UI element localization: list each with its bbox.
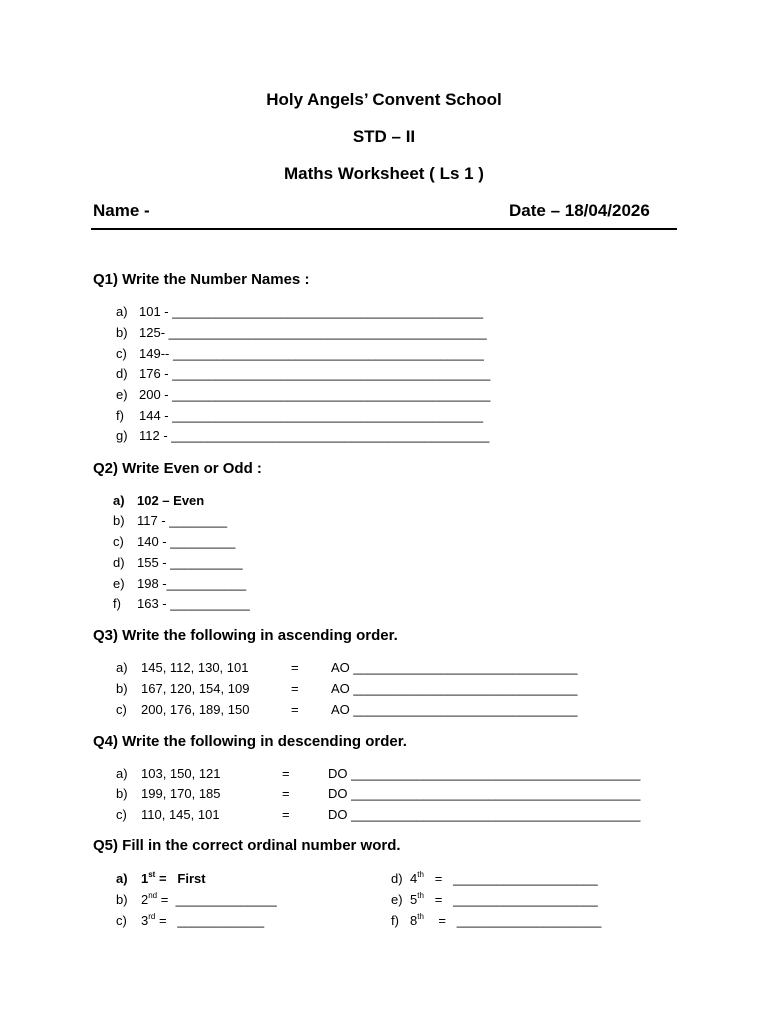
q3-item-label: c) <box>116 702 127 717</box>
q4-item-label: b) <box>116 786 128 801</box>
q4-item-answer: DO ________________________________________ <box>328 807 641 822</box>
q4-item-numbers: 199, 170, 185 <box>141 786 221 801</box>
q1-item-label: b) <box>116 325 128 340</box>
ordinal-number: 4 <box>410 871 418 886</box>
q4-item-label: c) <box>116 807 127 822</box>
q5-left-label: a) <box>116 871 128 886</box>
q5-right-item <box>410 871 598 886</box>
q1-item-label: g) <box>116 428 128 443</box>
q5-right-item <box>410 913 601 928</box>
q1-title: Q1) Write the Number Names : <box>93 271 310 288</box>
name-label: Name - <box>93 201 150 220</box>
ordinal-number: 1 <box>141 871 149 886</box>
q4-item-equals: = <box>282 766 290 781</box>
q3-title: Q3) Write the following in ascending order. <box>93 627 398 644</box>
worksheet-title: Maths Worksheet ( Ls 1 ) <box>284 164 484 183</box>
ordinal-answer: = ____________ <box>155 913 265 928</box>
q5-left-item <box>141 871 206 886</box>
school-name: Holy Angels’ Convent School <box>266 90 502 109</box>
ordinal-answer: = ____________________ <box>423 871 598 886</box>
q5-left-item <box>141 892 277 907</box>
q1-item-text: 101 - ___________________________________________ <box>139 304 484 319</box>
q3-item-label: a) <box>116 660 128 675</box>
q1-item-text: 144 - ___________________________________________ <box>139 408 484 423</box>
q1-item-text: 125- ____________________________________________ <box>139 325 487 340</box>
q3-item-equals: = <box>291 702 299 717</box>
q5-right-label: f) <box>391 913 399 928</box>
header-divider <box>91 228 677 230</box>
ordinal-suffix: th <box>417 912 424 921</box>
ordinal-suffix: rd <box>148 912 156 921</box>
q2-item-text: 117 - ________ <box>137 513 228 528</box>
q2-item-text: 155 - __________ <box>137 555 243 570</box>
ordinal-number: 8 <box>410 913 418 928</box>
ordinal-answer: = ____________________ <box>423 892 598 907</box>
q1-item-text: 112 - ____________________________________________ <box>139 428 490 443</box>
q4-item-equals: = <box>282 807 290 822</box>
ordinal-suffix: th <box>417 891 424 900</box>
ordinal-suffix: th <box>417 870 424 879</box>
q3-item-numbers: 200, 176, 189, 150 <box>141 702 250 717</box>
q1-item-label: f) <box>116 408 124 423</box>
q1-item-text: 200 - ____________________________________________ <box>139 387 491 402</box>
ordinal-number: 3 <box>141 913 149 928</box>
q2-item-text: 140 - _________ <box>137 534 236 549</box>
q2-item-text: 102 – Even <box>137 493 205 508</box>
q4-title: Q4) Write the following in descending order. <box>93 733 407 750</box>
q5-title: Q5) Fill in the correct ordinal number word. <box>93 837 401 854</box>
q3-item-numbers: 145, 112, 130, 101 <box>141 660 249 675</box>
q5-right-label: e) <box>391 892 403 907</box>
ordinal-answer: = ______________ <box>157 892 277 907</box>
q3-item-label: b) <box>116 681 128 696</box>
class-label: STD – II <box>352 127 416 146</box>
q2-item-text: 198 -___________ <box>137 576 247 591</box>
q1-item-label: d) <box>116 366 128 381</box>
date-label: Date – 18/04/2026 <box>509 201 650 220</box>
q3-item-answer: AO _______________________________ <box>331 702 578 717</box>
q2-item-label: d) <box>113 555 125 570</box>
q4-item-answer: DO ________________________________________ <box>328 786 641 801</box>
q4-item-numbers: 110, 145, 101 <box>141 807 220 822</box>
q2-item-label: c) <box>113 534 124 549</box>
q3-item-numbers: 167, 120, 154, 109 <box>141 681 250 696</box>
q2-item-label: f) <box>113 596 121 611</box>
q1-item-label: e) <box>116 387 128 402</box>
q1-item-text: 149-- ___________________________________________ <box>139 346 484 361</box>
q3-item-answer: AO _______________________________ <box>331 681 578 696</box>
q3-item-equals: = <box>291 660 299 675</box>
q4-item-numbers: 103, 150, 121 <box>141 766 221 781</box>
q5-right-label: d) <box>391 871 403 886</box>
q2-title: Q2) Write Even or Odd : <box>93 460 262 477</box>
q5-left-label: c) <box>116 913 127 928</box>
ordinal-number: 2 <box>141 892 149 907</box>
q2-item-label: a) <box>113 493 125 508</box>
q3-item-equals: = <box>291 681 299 696</box>
q1-item-text: 176 - ____________________________________________ <box>139 366 491 381</box>
q2-item-label: e) <box>113 576 125 591</box>
ordinal-answer: = First <box>155 871 206 886</box>
q1-item-label: c) <box>116 346 127 361</box>
q5-right-item <box>410 892 598 907</box>
ordinal-suffix: st <box>148 870 156 879</box>
q2-item-text: 163 - ___________ <box>137 596 250 611</box>
q3-item-answer: AO _______________________________ <box>331 660 578 675</box>
q1-item-label: a) <box>116 304 128 319</box>
ordinal-answer: = ____________________ <box>423 913 602 928</box>
ordinal-suffix: nd <box>148 891 158 900</box>
q4-item-answer: DO ________________________________________ <box>328 766 641 781</box>
q2-item-label: b) <box>113 513 125 528</box>
ordinal-number: 5 <box>410 892 418 907</box>
q4-item-equals: = <box>282 786 290 801</box>
q5-left-item <box>141 913 264 928</box>
q5-left-label: b) <box>116 892 128 907</box>
q4-item-label: a) <box>116 766 128 781</box>
